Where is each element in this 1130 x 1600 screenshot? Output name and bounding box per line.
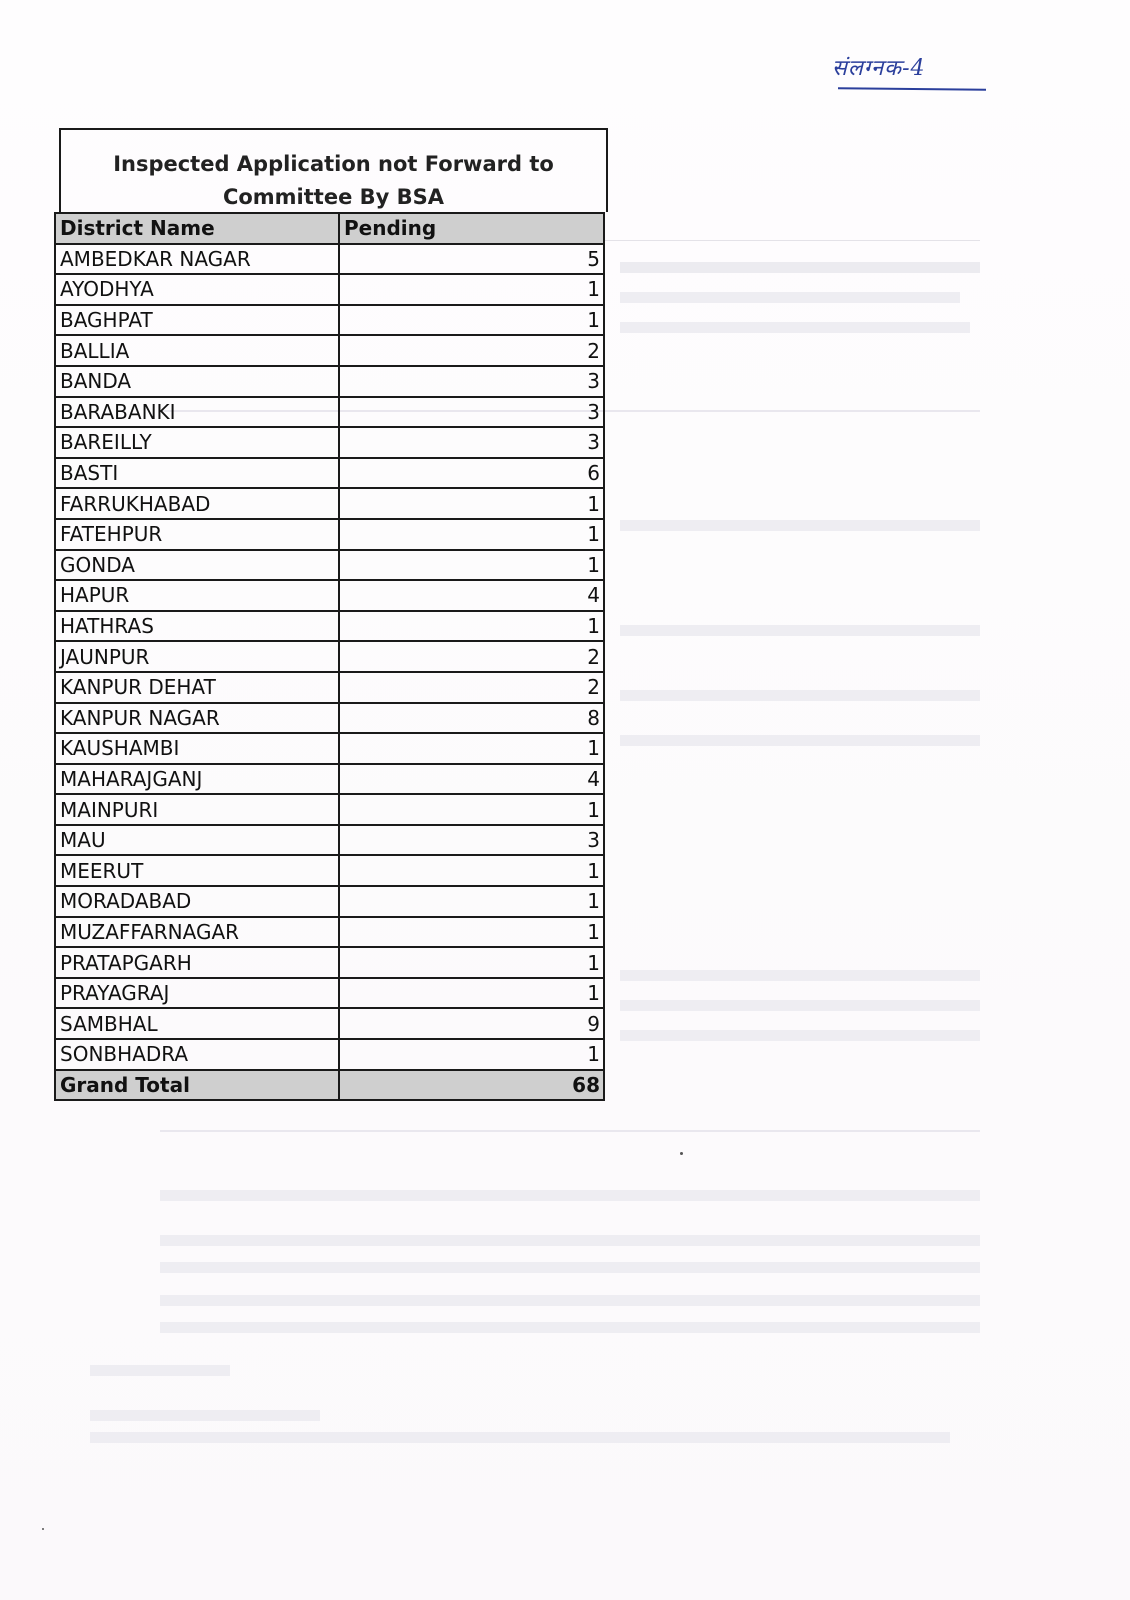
- table-row: [55, 947, 604, 978]
- pending-header: Pending: [339, 213, 604, 244]
- district-cell: MAHARAJGANJ: [55, 764, 339, 795]
- grand-total-value: 68: [339, 1070, 604, 1101]
- table-row: [55, 335, 604, 366]
- pending-cell: 1: [339, 488, 604, 519]
- table-row: [55, 244, 604, 275]
- district-cell: JAUNPUR: [55, 641, 339, 672]
- pending-cell: 1: [339, 978, 604, 1009]
- pending-applications-table-container: [54, 128, 608, 1101]
- table-row: [55, 274, 604, 305]
- table-row: [55, 855, 604, 886]
- district-cell: BASTI: [55, 458, 339, 489]
- district-cell: GONDA: [55, 550, 339, 581]
- district-cell: FATEHPUR: [55, 519, 339, 550]
- district-cell: FARRUKHABAD: [55, 488, 339, 519]
- pending-cell: 1: [339, 855, 604, 886]
- table-row: [55, 825, 604, 856]
- table-row: [55, 917, 604, 948]
- district-cell: KANPUR DEHAT: [55, 672, 339, 703]
- table-row: [55, 488, 604, 519]
- annotation-text: संलग्नक-4: [832, 56, 926, 81]
- table-row: [55, 1008, 604, 1039]
- district-cell: MAU: [55, 825, 339, 856]
- table-row: [55, 672, 604, 703]
- handwritten-annotation: [832, 52, 992, 98]
- pending-cell: 3: [339, 427, 604, 458]
- table-row: [55, 1039, 604, 1070]
- annotation-underline: [838, 87, 986, 91]
- district-cell: KANPUR NAGAR: [55, 703, 339, 734]
- district-cell: BAREILLY: [55, 427, 339, 458]
- district-cell: HAPUR: [55, 580, 339, 611]
- pending-cell: 1: [339, 733, 604, 764]
- table-row: [55, 611, 604, 642]
- district-cell: MAINPURI: [55, 794, 339, 825]
- pending-cell: 2: [339, 335, 604, 366]
- scan-speck: [680, 1152, 683, 1155]
- table-row: [55, 886, 604, 917]
- pending-cell: 2: [339, 641, 604, 672]
- pending-cell: 3: [339, 366, 604, 397]
- district-cell: MUZAFFARNAGAR: [55, 917, 339, 948]
- district-cell: SAMBHAL: [55, 1008, 339, 1039]
- table-row: [55, 764, 604, 795]
- district-cell: PRATAPGARH: [55, 947, 339, 978]
- pending-cell: 1: [339, 550, 604, 581]
- district-cell: BARABANKI: [55, 397, 339, 428]
- pending-cell: 1: [339, 274, 604, 305]
- district-cell: PRAYAGRAJ: [55, 978, 339, 1009]
- district-cell: BALLIA: [55, 335, 339, 366]
- district-cell: AMBEDKAR NAGAR: [55, 244, 339, 275]
- pending-cell: 1: [339, 611, 604, 642]
- table-row: [55, 427, 604, 458]
- pending-cell: 1: [339, 947, 604, 978]
- district-cell: KAUSHAMBI: [55, 733, 339, 764]
- pending-cell: 1: [339, 794, 604, 825]
- pending-cell: 6: [339, 458, 604, 489]
- table-row: [55, 519, 604, 550]
- table-row: [55, 397, 604, 428]
- pending-cell: 1: [339, 519, 604, 550]
- table-title: Inspected Application not Forward to Committee By BSA: [113, 152, 554, 209]
- pending-cell: 3: [339, 825, 604, 856]
- table-body: [55, 244, 604, 1101]
- table-row: [55, 641, 604, 672]
- table-row: [55, 366, 604, 397]
- table-row: [55, 794, 604, 825]
- district-name-header: District Name: [55, 213, 339, 244]
- district-cell: BANDA: [55, 366, 339, 397]
- pending-cell: 3: [339, 397, 604, 428]
- pending-cell: 2: [339, 672, 604, 703]
- table-row: [55, 733, 604, 764]
- district-cell: MORADABAD: [55, 886, 339, 917]
- district-cell: BAGHPAT: [55, 305, 339, 336]
- pending-cell: 1: [339, 1039, 604, 1070]
- table-row: [55, 580, 604, 611]
- pending-cell: 5: [339, 244, 604, 275]
- district-cell: AYODHYA: [55, 274, 339, 305]
- district-cell: SONBHADRA: [55, 1039, 339, 1070]
- pending-cell: 9: [339, 1008, 604, 1039]
- table-row: [55, 458, 604, 489]
- pending-cell: 8: [339, 703, 604, 734]
- pending-cell: 4: [339, 580, 604, 611]
- pending-cell: 1: [339, 917, 604, 948]
- pending-cell: 4: [339, 764, 604, 795]
- district-cell: MEERUT: [55, 855, 339, 886]
- pending-cell: 1: [339, 886, 604, 917]
- table-row: [55, 305, 604, 336]
- district-cell: HATHRAS: [55, 611, 339, 642]
- table-row: [55, 978, 604, 1009]
- scan-speck: [42, 1528, 44, 1530]
- pending-applications-table: [54, 212, 605, 1101]
- table-title-box: [59, 128, 608, 212]
- pending-cell: 1: [339, 305, 604, 336]
- grand-total-label: Grand Total: [55, 1070, 339, 1101]
- table-row: [55, 703, 604, 734]
- table-header-row: [55, 213, 604, 244]
- table-row: [55, 550, 604, 581]
- grand-total-row: [55, 1070, 604, 1101]
